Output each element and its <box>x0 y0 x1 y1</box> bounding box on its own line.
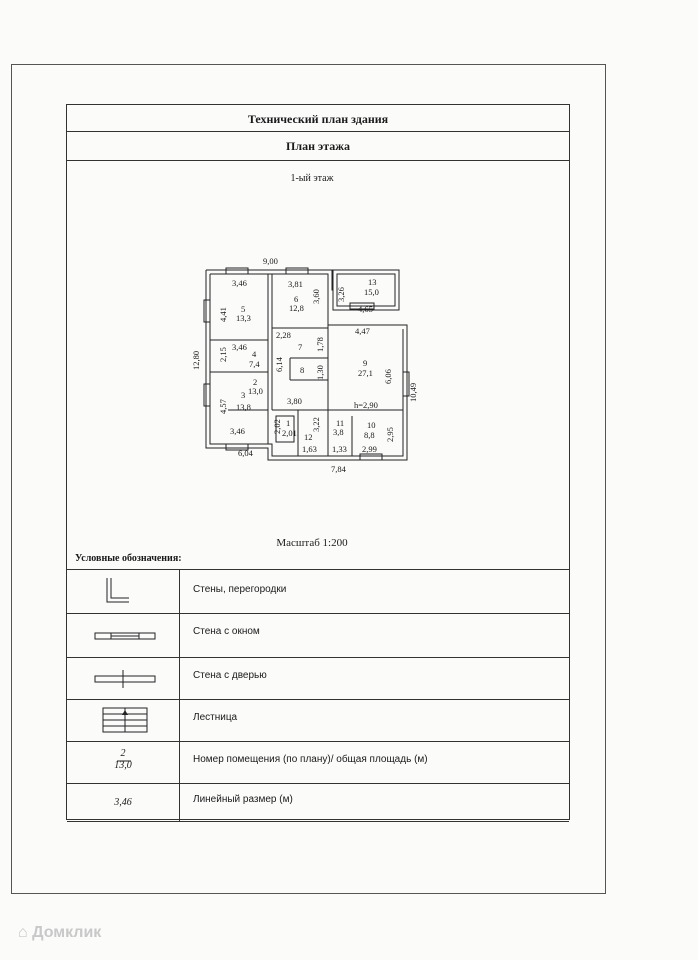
legend-text-door: Стена с дверью <box>193 670 267 681</box>
room-12-height: 3,22 <box>311 417 321 432</box>
room-4-width: 3,46 <box>232 342 247 352</box>
window-top-2 <box>286 268 308 274</box>
window-left-2 <box>204 384 210 406</box>
room-3-number: 3 <box>241 390 246 400</box>
dim-overall-height: 12,80 <box>191 350 201 370</box>
room-6-width: 3,81 <box>288 279 303 289</box>
room-3-area: 13,8 <box>236 402 251 412</box>
room-9-area: 27,1 <box>358 368 373 378</box>
room-9-height: 6,06 <box>383 369 393 384</box>
room-11-area: 3,8 <box>333 427 344 437</box>
room-7-height: 1,78 <box>315 337 325 352</box>
room-5-width: 3,46 <box>232 278 247 288</box>
legend-room-area: 13,0 <box>114 760 132 771</box>
room-11-width: 1,33 <box>332 444 347 454</box>
legend-text-room: Номер помещения (по плану)/ общая площадь (м) <box>193 754 428 765</box>
room-13-area: 15,0 <box>364 287 379 297</box>
room-5-area: 13,3 <box>236 313 251 323</box>
window-bottom-2 <box>360 454 382 460</box>
legend-text-stairs: Лестница <box>193 712 238 723</box>
legend-text-dimension: Линейный размер (м) <box>193 794 293 805</box>
room-13-height: 3,26 <box>336 287 346 302</box>
legend-text-walls: Стены, перегородки <box>193 584 287 595</box>
room-13-number: 13 <box>368 277 377 287</box>
room-3-height: 4,57 <box>218 399 228 414</box>
room-6-area: 12,8 <box>289 303 304 313</box>
floor-label: 1-ый этаж <box>290 173 334 184</box>
legend-room-number: 2 <box>120 748 126 759</box>
room-1-height: 2,02 <box>272 419 282 434</box>
document-subtitle: План этажа <box>67 132 569 161</box>
room-3-width: 3,46 <box>230 426 245 436</box>
room-5-number: 5 <box>241 304 246 314</box>
room-7-number: 7 <box>298 342 303 352</box>
watermark-text: Домклик <box>32 924 102 941</box>
dim-right-height: 10,49 <box>408 382 418 402</box>
room-labels <box>218 277 395 454</box>
room-10-number: 10 <box>367 420 376 430</box>
document-title: Технический план здания <box>67 105 569 132</box>
room-1-number: 1 <box>286 418 291 428</box>
room-4-height: 2,15 <box>218 347 228 362</box>
room-10-width: 2,99 <box>362 444 377 454</box>
room-8-height: 1,30 <box>315 365 325 380</box>
room-13-width: 4,65 <box>358 304 373 314</box>
legend-heading: Условные обозначения: <box>75 553 182 564</box>
room-10-height: 2,95 <box>385 427 395 442</box>
room-2-width: 3,80 <box>287 396 302 406</box>
dim-stair-height: h=2,90 <box>354 400 378 410</box>
room-4-number: 4 <box>252 349 257 359</box>
legend-dimension-value: 3,46 <box>114 797 132 808</box>
room-9-width: 4,47 <box>355 326 370 336</box>
window-top-1 <box>226 268 248 274</box>
dim-bottom-right: 7,84 <box>331 464 346 474</box>
room-11-number: 11 <box>336 418 345 428</box>
scale-label: Масштаб 1:200 <box>276 537 348 549</box>
room-6-number: 6 <box>294 294 299 304</box>
room-9-number: 9 <box>363 358 368 368</box>
room-2-height: 6,14 <box>274 357 284 372</box>
window-left-1 <box>204 300 210 322</box>
room-7-width: 2,28 <box>276 330 291 340</box>
watermark-logo-icon: ⌂ <box>18 924 33 941</box>
room-4-area: 7,4 <box>249 359 260 369</box>
room-5-height: 4,41 <box>218 307 228 322</box>
dim-overall-width: 9,00 <box>263 256 278 266</box>
dim-bottom-left: 6,04 <box>238 448 253 458</box>
room-2-area: 13,0 <box>248 386 263 396</box>
room-2-number: 2 <box>253 377 258 387</box>
watermark <box>18 924 101 942</box>
room-6-height: 3,60 <box>311 289 321 304</box>
room-1-area: 2,01 <box>282 428 297 438</box>
room-12-width: 1,63 <box>302 444 317 454</box>
room-12-number: 12 <box>304 432 313 442</box>
room-10-area: 8,8 <box>364 430 375 440</box>
room-8-number: 8 <box>300 365 305 375</box>
legend-text-window: Стена с окном <box>193 626 260 637</box>
